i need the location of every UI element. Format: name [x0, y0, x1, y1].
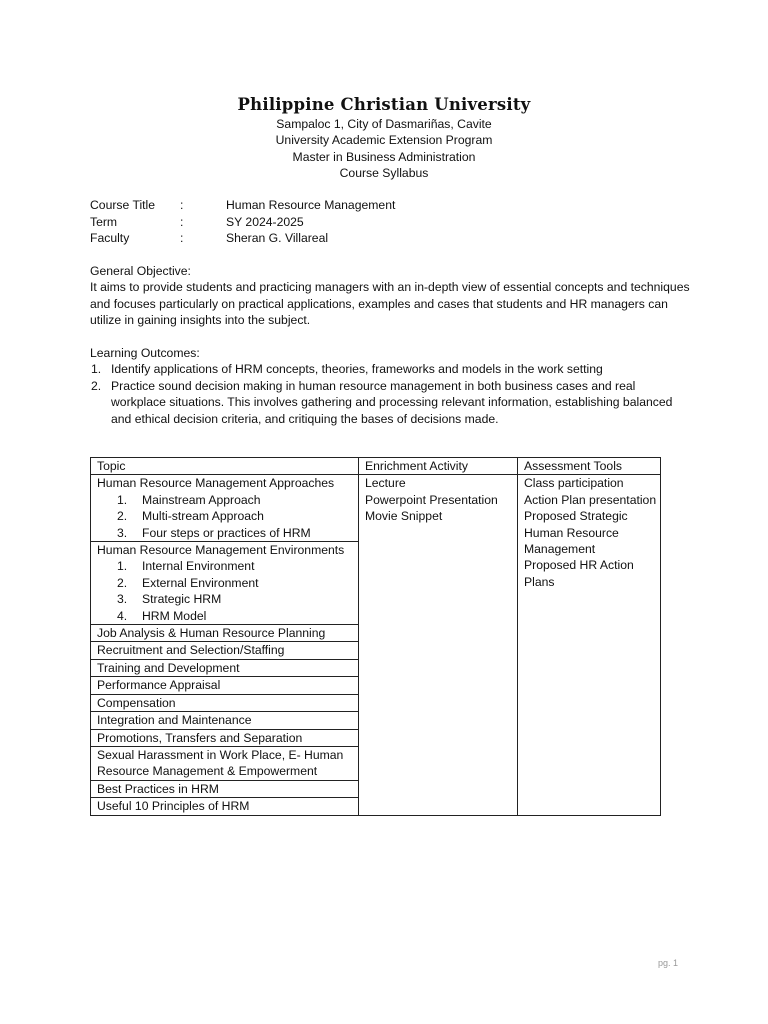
syllabus-table — [90, 457, 661, 816]
info-label: Term — [90, 214, 118, 229]
subtopic-text: Strategic HRM — [142, 592, 222, 607]
topic-cell: Recruitment and Selection/Staffing — [91, 642, 359, 659]
course-info — [90, 197, 395, 247]
subtopic-text: Four steps or practices of HRM — [142, 525, 311, 540]
subtopic-text: External Environment — [142, 575, 259, 590]
info-label: Faculty — [90, 231, 130, 246]
objective-heading: General Objective: — [90, 264, 191, 278]
subtopic — [97, 558, 358, 574]
header-topic: Topic — [91, 458, 359, 475]
topic-cell: Compensation — [91, 694, 359, 711]
subtopic — [97, 508, 358, 524]
subtopic-number: 3. — [117, 592, 128, 607]
topic-title: Human Resource Management Environments — [97, 543, 345, 558]
page-number: pg. 1 — [657, 958, 678, 968]
subtopic — [97, 492, 358, 508]
header-enrichment: Enrichment Activity — [359, 458, 518, 475]
program-name: University Academic Extension Program — [275, 133, 493, 148]
topic-cell: Job Analysis & Human Resource Planning — [91, 625, 359, 642]
topic-cell: Performance Appraisal — [91, 677, 359, 694]
topic-cell: Sexual Harassment in Work Place, E- Human Resource Management & Empowerment — [91, 746, 359, 780]
assessment-item: Human Resource — [524, 525, 619, 540]
subtopic-number: 1. — [117, 492, 128, 507]
topic-cell: Training and Development — [91, 659, 359, 676]
subtopic-number: 1. — [117, 559, 128, 574]
course-info-row — [90, 214, 395, 231]
subtopic-number: 2. — [117, 509, 128, 524]
info-label: Course Title — [90, 198, 156, 212]
subtopic — [97, 575, 358, 591]
outcomes-heading: Learning Outcomes: — [90, 346, 200, 360]
enrichment-item: Movie Snippet — [365, 509, 443, 524]
header-assessment: Assessment Tools — [518, 458, 661, 475]
table-header-row — [91, 458, 661, 475]
subtopic — [97, 608, 358, 624]
assessment-item: Action Plan presentation — [524, 492, 657, 507]
subtopic-number: 3. — [117, 525, 128, 540]
document-header — [0, 94, 768, 182]
topic-cell: Useful 10 Principles of HRM — [91, 798, 359, 815]
topic-cell: Best Practices in HRM — [91, 780, 359, 797]
assessment-item: Class participation — [524, 476, 624, 491]
learning-outcomes — [90, 345, 690, 427]
topic-cell: Promotions, Transfers and Separation — [91, 729, 359, 746]
info-colon: : — [180, 214, 184, 229]
list-item — [90, 378, 690, 427]
enrichment-cell — [359, 475, 518, 815]
enrichment-item: Powerpoint Presentation — [365, 492, 498, 507]
subtopic-text: Multi-stream Approach — [142, 509, 264, 524]
subtopic-number: 4. — [117, 608, 128, 623]
topic-title: Human Resource Management Approaches — [97, 476, 335, 491]
degree-name: Master in Business Administration — [292, 149, 476, 164]
subtopic-number: 2. — [117, 575, 128, 590]
objective-text: It aims to provide students and practicing managers with an in-depth view of essential concepts and techniques and focuses particularly on practical applications, examples and cases that students and HR managers can utilize in gaining insights into the subject. — [90, 280, 690, 328]
assessment-item: Proposed HR Action — [524, 558, 634, 573]
subtopic — [97, 591, 358, 607]
course-info-row — [90, 197, 395, 214]
university-address: Sampaloc 1, City of Dasmariñas, Cavite — [276, 117, 492, 131]
enrichment-item: Lecture — [365, 476, 406, 491]
topic-cell: Integration and Maintenance — [91, 712, 359, 729]
document-type: Course Syllabus — [339, 166, 429, 181]
table-row — [91, 475, 661, 542]
list-item — [90, 361, 690, 377]
assessment-item: Management — [524, 542, 596, 557]
item-number: 2. — [91, 378, 102, 393]
info-value: Sheran G. Villareal — [226, 231, 329, 246]
topic-cell — [91, 475, 359, 542]
assessment-item: Proposed Strategic — [524, 509, 628, 524]
university-name: Philippine Christian University — [237, 95, 531, 114]
item-text: Practice sound decision making in human resource management in both business cases and real workplace situations. This involves gathering and processing relevant information, establishing balanced and ethical decision criteria, and critiquing the bases of decisions made. — [111, 378, 673, 426]
item-number: 1. — [91, 362, 102, 377]
item-text: Identify applications of HRM concepts, theories, frameworks and models in the work setting — [111, 362, 603, 377]
subtopic-text: Mainstream Approach — [142, 492, 261, 507]
info-value: Human Resource Management — [226, 198, 396, 212]
info-colon: : — [180, 198, 184, 212]
assessment-cell — [518, 475, 661, 815]
info-colon: : — [180, 231, 184, 246]
outcomes-list — [90, 361, 690, 427]
topic-cell — [91, 542, 359, 625]
assessment-item: Plans — [524, 574, 555, 589]
course-info-row — [90, 230, 395, 247]
subtopic — [97, 525, 358, 541]
general-objective — [90, 263, 690, 329]
subtopic-text: HRM Model — [142, 608, 207, 623]
info-value: SY 2024-2025 — [226, 214, 304, 229]
subtopic-text: Internal Environment — [142, 559, 255, 574]
